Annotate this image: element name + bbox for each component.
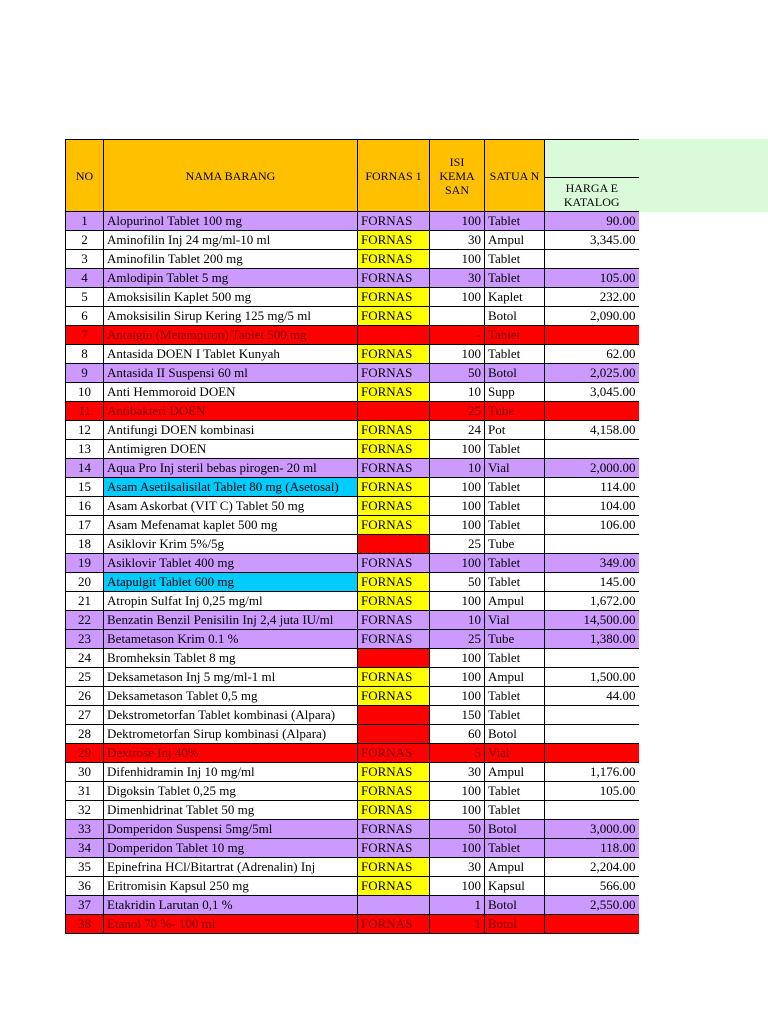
- cell-isi-kemasan[interactable]: 100: [430, 554, 485, 573]
- table-row: [66, 801, 639, 820]
- cell-fornas[interactable]: FORNAS: [358, 497, 430, 516]
- header-price-group: [545, 140, 639, 178]
- cell-fornas[interactable]: FORNAS: [358, 516, 430, 535]
- table-row: [66, 858, 639, 877]
- cell-nama-barang[interactable]: Asam Asetilsalisilat Tablet 80 mg (Asetosal): [104, 478, 358, 497]
- cell-no[interactable]: 5: [66, 288, 104, 307]
- cell-isi-kemasan[interactable]: 100: [430, 288, 485, 307]
- table-row: [66, 288, 639, 307]
- cell-satuan[interactable]: Tablet: [485, 478, 545, 497]
- cell-no[interactable]: 18: [66, 535, 104, 554]
- cell-no[interactable]: 29: [66, 744, 104, 763]
- header-no[interactable]: NO: [66, 140, 104, 212]
- cell-no[interactable]: 20: [66, 573, 104, 592]
- cell-isi-kemasan[interactable]: 100: [430, 250, 485, 269]
- cell-no[interactable]: 14: [66, 459, 104, 478]
- cell-isi-kemasan[interactable]: 150: [430, 706, 485, 725]
- cell-no[interactable]: 30: [66, 763, 104, 782]
- cell-no[interactable]: 15: [66, 478, 104, 497]
- cell-no[interactable]: 26: [66, 687, 104, 706]
- cell-no[interactable]: 25: [66, 668, 104, 687]
- cell-isi-kemasan[interactable]: 50: [430, 364, 485, 383]
- cell-nama-barang[interactable]: Dimenhidrinat Tablet 50 mg: [104, 801, 358, 820]
- cell-no[interactable]: 23: [66, 630, 104, 649]
- header-row: [66, 140, 639, 178]
- cell-satuan[interactable]: Ampul: [485, 858, 545, 877]
- cell-no[interactable]: 1: [66, 212, 104, 231]
- cell-harga[interactable]: [545, 250, 639, 269]
- cell-isi-kemasan[interactable]: 50: [430, 573, 485, 592]
- cell-harga[interactable]: 3,000.00: [545, 820, 639, 839]
- cell-fornas[interactable]: FORNAS: [358, 478, 430, 497]
- cell-nama-barang[interactable]: Betametason Krim 0.1 %: [104, 630, 358, 649]
- cell-fornas[interactable]: FORNAS: [358, 858, 430, 877]
- header-satuan[interactable]: SATUA N: [485, 140, 545, 212]
- cell-harga[interactable]: [545, 440, 639, 459]
- cell-isi-kemasan[interactable]: [430, 307, 485, 326]
- table-row: [66, 421, 639, 440]
- header-isi-kemasan[interactable]: ISI KEMA SAN: [430, 140, 485, 212]
- table-row: [66, 231, 639, 250]
- table-row: [66, 725, 639, 744]
- table-row: [66, 877, 639, 896]
- cell-no[interactable]: 9: [66, 364, 104, 383]
- cell-harga[interactable]: 1,176.00: [545, 763, 639, 782]
- cell-no[interactable]: 36: [66, 877, 104, 896]
- cell-isi-kemasan[interactable]: 10: [430, 383, 485, 402]
- cell-harga[interactable]: 2,550.00: [545, 896, 639, 915]
- cell-isi-kemasan[interactable]: 10: [430, 611, 485, 630]
- cell-fornas[interactable]: FORNAS: [358, 231, 430, 250]
- table-row: [66, 630, 639, 649]
- cell-nama-barang[interactable]: Amoksisilin Sirup Kering 125 mg/5 ml: [104, 307, 358, 326]
- cell-no[interactable]: 31: [66, 782, 104, 801]
- cell-fornas[interactable]: [358, 706, 430, 725]
- cell-fornas[interactable]: FORNAS: [358, 288, 430, 307]
- cell-fornas[interactable]: FORNAS: [358, 611, 430, 630]
- table-row: [66, 744, 639, 763]
- cell-harga[interactable]: [545, 402, 639, 421]
- cell-harga[interactable]: 145.00: [545, 573, 639, 592]
- table-row: [66, 592, 639, 611]
- cell-satuan[interactable]: Botol: [485, 820, 545, 839]
- cell-nama-barang[interactable]: Antifungi DOEN kombinasi: [104, 421, 358, 440]
- cell-isi-kemasan[interactable]: -: [430, 326, 485, 345]
- cell-satuan[interactable]: Tablet: [485, 345, 545, 364]
- cell-satuan[interactable]: Kaplet: [485, 288, 545, 307]
- table-row: [66, 269, 639, 288]
- cell-satuan[interactable]: Ampul: [485, 592, 545, 611]
- cell-satuan[interactable]: Botol: [485, 915, 545, 934]
- cell-isi-kemasan[interactable]: 100: [430, 801, 485, 820]
- cell-satuan[interactable]: Tablet: [485, 801, 545, 820]
- cell-fornas[interactable]: FORNAS: [358, 345, 430, 364]
- cell-satuan[interactable]: Tablet: [485, 649, 545, 668]
- cell-satuan[interactable]: Ampul: [485, 231, 545, 250]
- cell-isi-kemasan[interactable]: 100: [430, 345, 485, 364]
- cell-no[interactable]: 27: [66, 706, 104, 725]
- cell-fornas[interactable]: [358, 896, 430, 915]
- cell-fornas[interactable]: FORNAS: [358, 307, 430, 326]
- cell-no[interactable]: 33: [66, 820, 104, 839]
- cell-fornas[interactable]: FORNAS: [358, 459, 430, 478]
- cell-satuan[interactable]: Tablet: [485, 687, 545, 706]
- cell-no[interactable]: 16: [66, 497, 104, 516]
- cell-fornas[interactable]: FORNAS: [358, 421, 430, 440]
- cell-satuan[interactable]: Vial: [485, 459, 545, 478]
- cell-harga[interactable]: [545, 326, 639, 345]
- cell-nama-barang[interactable]: Atropin Sulfat Inj 0,25 mg/ml: [104, 592, 358, 611]
- cell-satuan[interactable]: Tablet: [485, 573, 545, 592]
- table-body: [66, 212, 639, 934]
- table-row: [66, 782, 639, 801]
- cell-isi-kemasan[interactable]: 25: [430, 402, 485, 421]
- cell-isi-kemasan[interactable]: 30: [430, 231, 485, 250]
- cell-harga[interactable]: 44.00: [545, 687, 639, 706]
- cell-harga[interactable]: 4,158.00: [545, 421, 639, 440]
- cell-satuan[interactable]: Tablet: [485, 212, 545, 231]
- cell-nama-barang[interactable]: Alopurinol Tablet 100 mg: [104, 212, 358, 231]
- cell-harga[interactable]: 90.00: [545, 212, 639, 231]
- cell-harga[interactable]: 105.00: [545, 782, 639, 801]
- cell-nama-barang[interactable]: Epinefrina HCl/Bitartrat (Adrenalin) Inj: [104, 858, 358, 877]
- cell-fornas[interactable]: FORNAS: [358, 554, 430, 573]
- cell-fornas[interactable]: FORNAS: [358, 630, 430, 649]
- table-row: [66, 554, 639, 573]
- cell-satuan[interactable]: Vial: [485, 611, 545, 630]
- table-row: [66, 307, 639, 326]
- drug-price-table: [65, 139, 639, 934]
- cell-nama-barang[interactable]: Bromheksin Tablet 8 mg: [104, 649, 358, 668]
- cell-harga[interactable]: 114.00: [545, 478, 639, 497]
- table-row: [66, 440, 639, 459]
- cell-satuan[interactable]: Tube: [485, 630, 545, 649]
- cell-nama-barang[interactable]: Etakridin Larutan 0,1 %: [104, 896, 358, 915]
- table-row: [66, 516, 639, 535]
- table-row: [66, 915, 639, 934]
- cell-satuan[interactable]: Tube: [485, 535, 545, 554]
- cell-satuan[interactable]: Tablet: [485, 440, 545, 459]
- cell-harga[interactable]: [545, 744, 639, 763]
- cell-nama-barang[interactable]: Aqua Pro Inj steril bebas pirogen- 20 ml: [104, 459, 358, 478]
- cell-fornas[interactable]: [358, 535, 430, 554]
- cell-harga[interactable]: 1,672.00: [545, 592, 639, 611]
- cell-no[interactable]: 38: [66, 915, 104, 934]
- cell-nama-barang[interactable]: Dektrometorfan Sirup kombinasi (Alpara): [104, 725, 358, 744]
- cell-nama-barang[interactable]: Asam Askorbat (VIT C) Tablet 50 mg: [104, 497, 358, 516]
- cell-isi-kemasan[interactable]: 100: [430, 839, 485, 858]
- cell-harga[interactable]: 106.00: [545, 516, 639, 535]
- cell-isi-kemasan[interactable]: 100: [430, 687, 485, 706]
- cell-fornas[interactable]: FORNAS: [358, 763, 430, 782]
- cell-harga[interactable]: 3,345.00: [545, 231, 639, 250]
- table-row: [66, 687, 639, 706]
- table-row: [66, 212, 639, 231]
- cell-fornas[interactable]: FORNAS: [358, 440, 430, 459]
- table-row: [66, 383, 639, 402]
- cell-no[interactable]: 12: [66, 421, 104, 440]
- cell-harga[interactable]: [545, 915, 639, 934]
- cell-isi-kemasan[interactable]: 5: [430, 744, 485, 763]
- table-row: [66, 611, 639, 630]
- cell-harga[interactable]: 566.00: [545, 877, 639, 896]
- table-row: [66, 706, 639, 725]
- cell-fornas[interactable]: [358, 402, 430, 421]
- cell-no[interactable]: 17: [66, 516, 104, 535]
- cell-satuan[interactable]: Ampul: [485, 763, 545, 782]
- cell-isi-kemasan[interactable]: 100: [430, 478, 485, 497]
- cell-harga[interactable]: [545, 649, 639, 668]
- cell-harga[interactable]: 118.00: [545, 839, 639, 858]
- header-nama-barang[interactable]: NAMA BARANG: [104, 140, 358, 212]
- cell-isi-kemasan[interactable]: 100: [430, 668, 485, 687]
- cell-harga[interactable]: 1,500.00: [545, 668, 639, 687]
- cell-harga[interactable]: 349.00: [545, 554, 639, 573]
- cell-nama-barang[interactable]: Asam Mefenamat kaplet 500 mg: [104, 516, 358, 535]
- cell-nama-barang[interactable]: Difenhidramin Inj 10 mg/ml: [104, 763, 358, 782]
- cell-harga[interactable]: 2,000.00: [545, 459, 639, 478]
- cell-harga[interactable]: [545, 725, 639, 744]
- cell-nama-barang[interactable]: Antibakteri DOEN: [104, 402, 358, 421]
- cell-fornas[interactable]: FORNAS: [358, 915, 430, 934]
- cell-no[interactable]: 10: [66, 383, 104, 402]
- cell-fornas[interactable]: FORNAS: [358, 383, 430, 402]
- cell-fornas[interactable]: FORNAS: [358, 212, 430, 231]
- header-fornas[interactable]: FORNAS 1: [358, 140, 430, 212]
- cell-harga[interactable]: [545, 801, 639, 820]
- cell-satuan[interactable]: Tablet: [485, 554, 545, 573]
- cell-harga[interactable]: 2,090.00: [545, 307, 639, 326]
- cell-fornas[interactable]: FORNAS: [358, 744, 430, 763]
- cell-no[interactable]: 3: [66, 250, 104, 269]
- cell-no[interactable]: 19: [66, 554, 104, 573]
- table-row: [66, 326, 639, 345]
- header-harga-e-katalog[interactable]: HARGA E KATALOG: [545, 178, 639, 212]
- cell-nama-barang[interactable]: Aminofilin Tablet 200 mg: [104, 250, 358, 269]
- cell-satuan[interactable]: Kapsul: [485, 877, 545, 896]
- table-row: [66, 649, 639, 668]
- cell-nama-barang[interactable]: Antasida II Suspensi 60 ml: [104, 364, 358, 383]
- cell-harga[interactable]: 3,045.00: [545, 383, 639, 402]
- cell-nama-barang[interactable]: Anti Hemmoroid DOEN: [104, 383, 358, 402]
- cell-no[interactable]: 13: [66, 440, 104, 459]
- cell-harga[interactable]: [545, 706, 639, 725]
- cell-satuan[interactable]: Tablet: [485, 250, 545, 269]
- cell-no[interactable]: 28: [66, 725, 104, 744]
- cell-nama-barang[interactable]: Deksametason Tablet 0,5 mg: [104, 687, 358, 706]
- table-row: [66, 839, 639, 858]
- cell-satuan[interactable]: Botol: [485, 896, 545, 915]
- cell-harga[interactable]: 105.00: [545, 269, 639, 288]
- cell-nama-barang[interactable]: Amlodipin Tablet 5 mg: [104, 269, 358, 288]
- cell-nama-barang[interactable]: Benzatin Benzil Penisilin Inj 2,4 juta IU/ml: [104, 611, 358, 630]
- cell-fornas[interactable]: FORNAS: [358, 364, 430, 383]
- cell-satuan[interactable]: Tablet: [485, 706, 545, 725]
- cell-satuan[interactable]: Botol: [485, 725, 545, 744]
- cell-satuan[interactable]: Botol: [485, 364, 545, 383]
- cell-satuan[interactable]: Pot: [485, 421, 545, 440]
- cell-harga[interactable]: 2,025.00: [545, 364, 639, 383]
- cell-nama-barang[interactable]: Dextrose Inj 40%: [104, 744, 358, 763]
- cell-fornas[interactable]: [358, 725, 430, 744]
- cell-isi-kemasan[interactable]: 25: [430, 630, 485, 649]
- cell-nama-barang[interactable]: Atapulgit Tablet 600 mg: [104, 573, 358, 592]
- cell-isi-kemasan[interactable]: 24: [430, 421, 485, 440]
- cell-satuan[interactable]: Botol: [485, 307, 545, 326]
- cell-no[interactable]: 4: [66, 269, 104, 288]
- cell-satuan[interactable]: Tablet: [485, 497, 545, 516]
- cell-isi-kemasan[interactable]: 50: [430, 820, 485, 839]
- cell-isi-kemasan[interactable]: 25: [430, 535, 485, 554]
- table-row: [66, 364, 639, 383]
- table-row: [66, 820, 639, 839]
- cell-fornas[interactable]: FORNAS: [358, 877, 430, 896]
- cell-satuan[interactable]: Tablet: [485, 326, 545, 345]
- cell-fornas[interactable]: FORNAS: [358, 687, 430, 706]
- cell-no[interactable]: 2: [66, 231, 104, 250]
- cell-fornas[interactable]: FORNAS: [358, 250, 430, 269]
- table-row: [66, 573, 639, 592]
- table-row: [66, 402, 639, 421]
- table-row: [66, 250, 639, 269]
- table-row: [66, 535, 639, 554]
- table-row: [66, 345, 639, 364]
- cell-nama-barang[interactable]: Domperidon Tablet 10 mg: [104, 839, 358, 858]
- cell-nama-barang[interactable]: Asiklovir Krim 5%/5g: [104, 535, 358, 554]
- cell-satuan[interactable]: Tablet: [485, 516, 545, 535]
- cell-isi-kemasan[interactable]: 100: [430, 782, 485, 801]
- cell-harga[interactable]: 1,380.00: [545, 630, 639, 649]
- cell-fornas[interactable]: FORNAS: [358, 782, 430, 801]
- cell-isi-kemasan[interactable]: 100: [430, 592, 485, 611]
- cell-satuan[interactable]: Ampul: [485, 668, 545, 687]
- cell-harga[interactable]: 62.00: [545, 345, 639, 364]
- cell-harga[interactable]: [545, 535, 639, 554]
- table-row: [66, 763, 639, 782]
- cell-satuan[interactable]: Vial: [485, 744, 545, 763]
- cell-nama-barang[interactable]: Antimigren DOEN: [104, 440, 358, 459]
- cell-isi-kemasan[interactable]: 100: [430, 440, 485, 459]
- cell-harga[interactable]: 104.00: [545, 497, 639, 516]
- cell-isi-kemasan[interactable]: 1: [430, 896, 485, 915]
- cell-no[interactable]: 21: [66, 592, 104, 611]
- cell-fornas[interactable]: FORNAS: [358, 269, 430, 288]
- cell-harga[interactable]: 2,204.00: [545, 858, 639, 877]
- cell-satuan[interactable]: Supp: [485, 383, 545, 402]
- cell-no[interactable]: 24: [66, 649, 104, 668]
- table-row: [66, 497, 639, 516]
- cell-nama-barang[interactable]: Aminofilin Inj 24 mg/ml-10 ml: [104, 231, 358, 250]
- cell-fornas[interactable]: FORNAS: [358, 592, 430, 611]
- cell-isi-kemasan[interactable]: 30: [430, 269, 485, 288]
- cell-isi-kemasan[interactable]: 100: [430, 516, 485, 535]
- cell-fornas[interactable]: [358, 649, 430, 668]
- cell-satuan[interactable]: Tube: [485, 402, 545, 421]
- cell-no[interactable]: 34: [66, 839, 104, 858]
- cell-isi-kemasan[interactable]: 100: [430, 649, 485, 668]
- table-row: [66, 896, 639, 915]
- table-row: [66, 459, 639, 478]
- cell-no[interactable]: 37: [66, 896, 104, 915]
- cell-isi-kemasan[interactable]: 60: [430, 725, 485, 744]
- cell-fornas[interactable]: FORNAS: [358, 668, 430, 687]
- cell-fornas[interactable]: FORNAS: [358, 820, 430, 839]
- cell-nama-barang[interactable]: Amoksisilin Kaplet 500 mg: [104, 288, 358, 307]
- cell-no[interactable]: 32: [66, 801, 104, 820]
- cell-no[interactable]: 22: [66, 611, 104, 630]
- cell-isi-kemasan[interactable]: 30: [430, 858, 485, 877]
- cell-harga[interactable]: 14,500.00: [545, 611, 639, 630]
- cell-isi-kemasan[interactable]: 30: [430, 763, 485, 782]
- cell-fornas[interactable]: FORNAS: [358, 801, 430, 820]
- cell-fornas[interactable]: [358, 326, 430, 345]
- cell-fornas[interactable]: FORNAS: [358, 573, 430, 592]
- cell-nama-barang[interactable]: Antalgin (Metampiron) Tablet 500 mg: [104, 326, 358, 345]
- cell-no[interactable]: 7: [66, 326, 104, 345]
- cell-nama-barang[interactable]: Deksametason Inj 5 mg/ml-1 ml: [104, 668, 358, 687]
- cell-nama-barang[interactable]: Etanol 70 %- 100 ml: [104, 915, 358, 934]
- table-row: [66, 668, 639, 687]
- cell-nama-barang[interactable]: Dekstrometorfan Tablet kombinasi (Alpara): [104, 706, 358, 725]
- cell-nama-barang[interactable]: Digoksin Tablet 0,25 mg: [104, 782, 358, 801]
- cell-no[interactable]: 8: [66, 345, 104, 364]
- cell-nama-barang[interactable]: Domperidon Suspensi 5mg/5ml: [104, 820, 358, 839]
- cell-no[interactable]: 11: [66, 402, 104, 421]
- cell-satuan[interactable]: Tablet: [485, 269, 545, 288]
- cell-isi-kemasan[interactable]: 100: [430, 877, 485, 896]
- cell-no[interactable]: 6: [66, 307, 104, 326]
- cell-fornas[interactable]: FORNAS: [358, 839, 430, 858]
- cell-isi-kemasan[interactable]: 1: [430, 915, 485, 934]
- table-row: [66, 478, 639, 497]
- cell-no[interactable]: 35: [66, 858, 104, 877]
- cell-nama-barang[interactable]: Antasida DOEN I Tablet Kunyah: [104, 345, 358, 364]
- cell-satuan[interactable]: Tablet: [485, 839, 545, 858]
- cell-nama-barang[interactable]: Asiklovir Tablet 400 mg: [104, 554, 358, 573]
- cell-nama-barang[interactable]: Eritromisin Kapsul 250 mg: [104, 877, 358, 896]
- cell-isi-kemasan[interactable]: 100: [430, 497, 485, 516]
- cell-harga[interactable]: 232.00: [545, 288, 639, 307]
- cell-isi-kemasan[interactable]: 10: [430, 459, 485, 478]
- cell-satuan[interactable]: Tablet: [485, 782, 545, 801]
- cell-isi-kemasan[interactable]: 100: [430, 212, 485, 231]
